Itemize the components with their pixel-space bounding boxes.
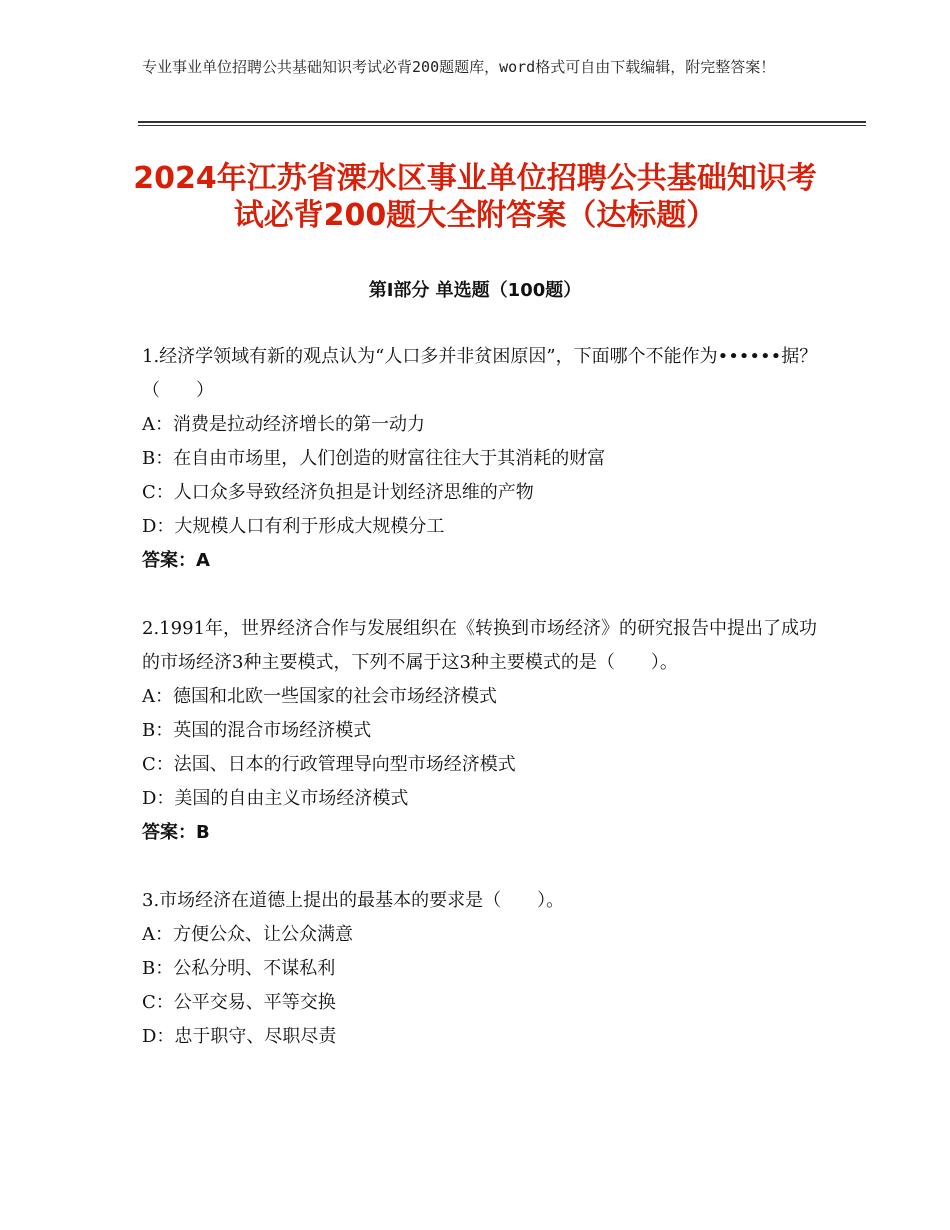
header-rule-thin	[138, 125, 866, 126]
option-d: D：美国的自由主义市场经济模式	[142, 788, 409, 809]
header-note: 专业事业单位招聘公共基础知识考试必背200题题库，word格式可自由下载编辑，附完整答案！	[142, 58, 776, 76]
option-a: A：德国和北欧一些国家的社会市场经济模式	[142, 686, 497, 707]
question-list	[142, 340, 822, 1088]
option-b: B：公私分明、不谋私利	[142, 958, 336, 979]
question-stem: 3.市场经济在道德上提出的最基本的要求是（ ）。	[142, 890, 565, 911]
option-b: B：在自由市场里，人们创造的财富往往大于其消耗的财富	[142, 448, 606, 469]
header-rule-thick	[138, 121, 866, 123]
option-c: C：公平交易、平等交换	[142, 992, 336, 1013]
question-stem: 2.1991年，世界经济合作与发展组织在《转换到市场经济》的研究报告中提出了成功的市场经济3种主要模式，下列不属于这3种主要模式的是（ ）。	[142, 618, 817, 673]
question-1	[142, 340, 822, 578]
document-title: 2024年江苏省溧水区事业单位招聘公共基础知识考试必背200题大全附答案（达标题）	[133, 161, 817, 233]
option-c: C：人口众多导致经济负担是计划经济思维的产物	[142, 482, 534, 503]
question-stem: 1.经济学领域有新的观点认为“人口多并非贫困原因”，下面哪个不能作为••••••据？（ ）	[142, 346, 818, 401]
question-3	[142, 884, 822, 1054]
question-2	[142, 612, 822, 850]
section-title: 第Ⅰ部分 单选题（100题）	[368, 280, 582, 301]
answer: 答案：B	[142, 822, 210, 843]
option-a: A：消费是拉动经济增长的第一动力	[142, 414, 425, 435]
option-a: A：方便公众、让公众满意	[142, 924, 353, 945]
option-d: D：大规模人口有利于形成大规模分工	[142, 516, 445, 537]
option-b: B：英国的混合市场经济模式	[142, 720, 372, 741]
answer: 答案：A	[142, 550, 210, 571]
option-d: D：忠于职守、尽职尽责	[142, 1026, 337, 1047]
option-c: C：法国、日本的行政管理导向型市场经济模式	[142, 754, 516, 775]
